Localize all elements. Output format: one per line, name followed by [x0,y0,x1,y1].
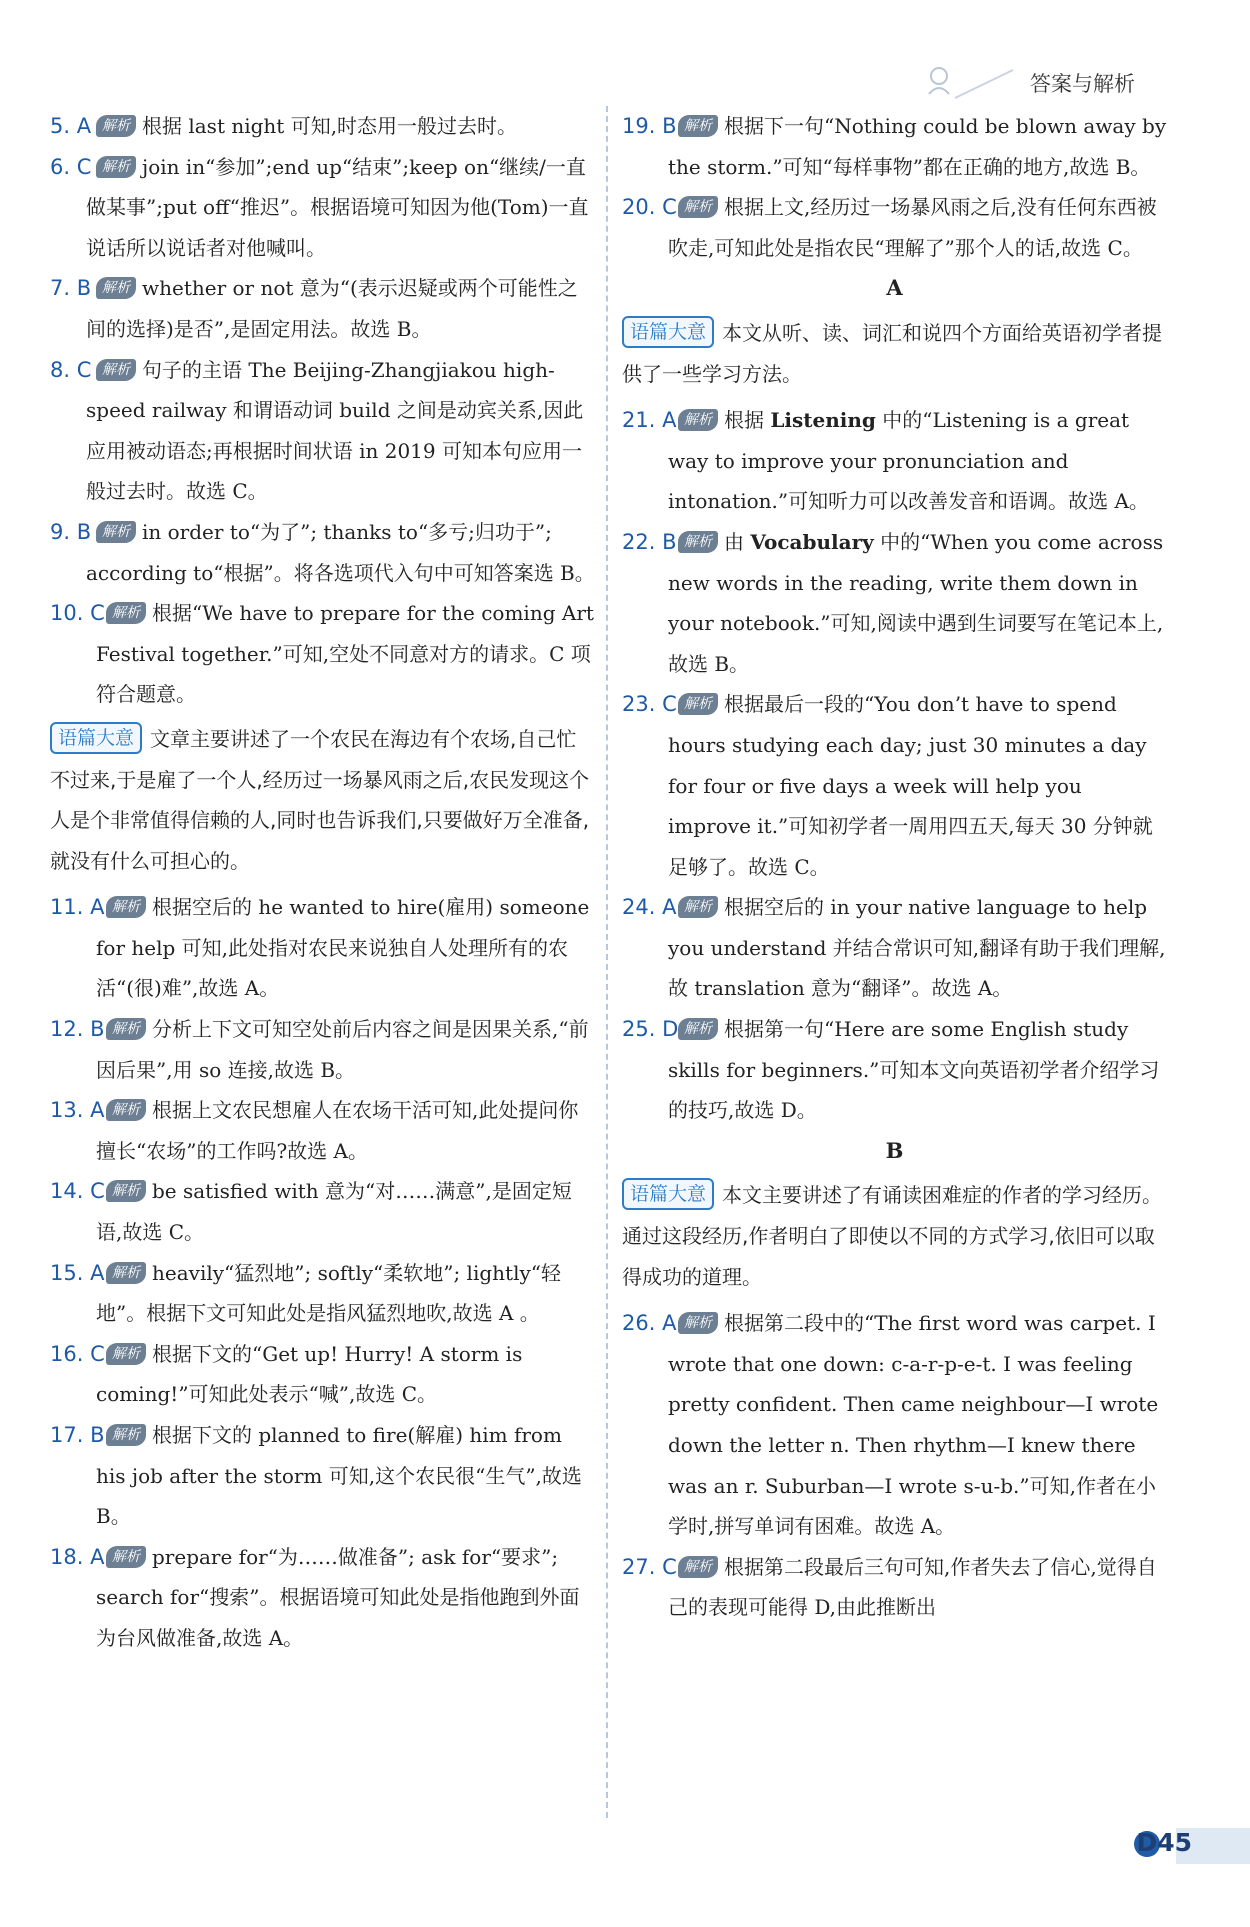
explanation-text: 根据下一句“Nothing could be blown away by the storm.”可知“每样事物”都在正确的地方,故选 B。 [668,114,1167,179]
question-number: 20. C [622,195,677,220]
analysis-badge: 解析 [106,1180,146,1202]
summary-text: 文章主要讲述了一个农民在海边有个农场,自己忙不过来,于是雇了一个人,经历过一场暴风雨之后,农民发现这个人是个非常值得信赖的人,同时也告诉我们,只要做好万全准备,就没有什么可担心的。 [50,726,590,873]
explanation-text: 根据空后的 he wanted to hire(雇用) someone for help 可知,此处指对农民来说独自人处理所有的农活“(很)难”,故选 A。 [96,895,590,1001]
explanation-text: whether or not 意为“(表示迟疑或两个可能性之间的选择)是否”,是固定用法。故选 B。 [86,276,578,341]
analysis-badge: 解析 [96,521,136,543]
explanation-text: join in“参加”;end up“结束”;keep on“继续/一直做某事”;put off“推迟”。根据语境可知因为他(Tom)一直说话所以说话者对他喊叫。 [86,154,589,260]
analysis-badge: 解析 [96,156,136,178]
summary-label: 语篇大意 [50,722,142,754]
question-item [622,106,1167,187]
question-number: 21. A [622,408,677,433]
right-questions-1 [622,106,1167,268]
analysis-badge: 解析 [106,1546,146,1568]
question-number: 11. A [50,895,105,920]
question-item [50,1415,595,1537]
summary-text: 本文从听、读、词汇和说四个方面给英语初学者提供了一些学习方法。 [622,320,1163,386]
summary-label: 语篇大意 [622,1178,714,1210]
question-number: 19. B [622,114,677,138]
right-column [622,106,1167,1628]
summary-text: 本文主要讲述了有诵读困难症的作者的学习经历。通过这段经历,作者明白了即使以不同的方式学习,依旧可以取得成功的道理。 [622,1183,1163,1289]
question-number: 12. B [50,1017,105,1042]
question-item [50,512,595,593]
section-a-questions [622,400,1167,1131]
question-number: 22. B [622,529,677,554]
explanation-keyword: Listening [770,408,876,433]
question-item [50,350,595,512]
analysis-badge: 解析 [106,1424,146,1446]
question-number: 15. A [50,1260,105,1285]
question-item [50,1171,595,1252]
analysis-badge: 解析 [106,602,146,624]
analysis-badge: 解析 [678,531,718,553]
question-number: 9. B [50,519,92,544]
question-item [50,1334,595,1415]
question-item [50,1253,595,1334]
analysis-badge: 解析 [678,1312,718,1334]
explanation-text: 根据 last night 可知,时态用一般过去时。 [142,114,518,138]
question-item [622,684,1167,887]
analysis-badge: 解析 [678,1018,718,1040]
explanation-text: 根据下文的 planned to fire(解雇) him from his job after the storm 可知,这个农民很“生气”,故选 B。 [96,1423,582,1529]
question-item [50,106,595,147]
question-item [622,887,1167,1009]
question-item [622,1547,1167,1628]
explanation-text: 分析上下文可知空处前后内容之间是因果关系,“前因后果”,用 so 连接,故选 B。 [96,1017,589,1082]
left-column [50,106,595,1659]
explanation-keyword: Vocabulary [750,529,874,554]
passage-summary-b [622,1175,1167,1297]
question-number: 13. A [50,1098,105,1123]
question-item [50,268,595,349]
analysis-badge: 解析 [96,115,136,137]
question-item [50,147,595,269]
question-number: 17. B [50,1423,105,1447]
analysis-badge: 解析 [678,115,718,137]
analysis-badge: 解析 [96,277,136,299]
question-item [622,1303,1167,1547]
question-number: 26. A [622,1311,677,1336]
analysis-badge: 解析 [106,1099,146,1121]
header-decoration-icon [925,64,1015,104]
section-b-questions [622,1303,1167,1628]
question-number: 23. C [622,692,677,717]
explanation-prefix: 由 [724,529,751,554]
left-questions-2 [50,887,595,1658]
question-item [622,187,1167,268]
question-item [50,1537,595,1659]
question-number: 25. D [622,1017,679,1042]
analysis-badge: 解析 [106,1262,146,1284]
question-number: 14. C [50,1179,105,1204]
header-title: 答案与解析 [1030,72,1135,96]
explanation-text: 根据第二段最后三句可知,作者失去了信心,觉得自己的表现可能得 D,由此推断出 [668,1554,1157,1620]
explanation-text: prepare for“为……做准备”; ask for“要求”; search for“搜索”。根据语境可知此处是指他跑到外面为台风做准备,故选 A。 [96,1544,580,1650]
summary-label: 语篇大意 [622,316,714,348]
explanation-text: 根据上文农民想雇人在农场干活可知,此处提问你擅长“农场”的工作吗?故选 A。 [96,1098,579,1163]
explanation-text: 根据下文的“Get up! Hurry! A storm is coming!”可知此处表示“喊”,故选 C。 [96,1341,523,1407]
explanation-text: in order to“为了”; thanks to“多亏;归功于”; according to“根据”。将各选项代入句中可知答案选 B。 [86,519,595,585]
section-b-heading: B [885,1137,904,1163]
explanation-text: 根据第一句“Here are some English study skills for beginners.”可知本文向英语初学者介绍学习的技巧,故选 D。 [668,1017,1160,1123]
explanation-prefix: 根据 [724,408,771,433]
passage-summary-1 [50,719,595,881]
question-number: 5. A [50,114,92,138]
explanation-text: 根据“We have to prepare for the coming Art Festival together.”可知,空处不同意对方的请求。C 项符合题意。 [96,601,594,707]
explanation-text: 中的“Listening is a great way to improve your pronunciation and intonation.”可知听力可以改善发音和语调。故选 A。 [668,408,1149,514]
analysis-badge: 解析 [678,196,718,218]
analysis-badge: 解析 [678,896,718,918]
question-number: 8. C [50,357,92,382]
question-number: 7. B [50,276,92,301]
question-item [50,1009,595,1090]
explanation-text: 根据空后的 in your native language to help you understand 并结合常识可知,翻译有助于我们理解,故 translation 意为“翻译”。故选 A。 [668,895,1166,1001]
explanation-text: 根据最后一段的“You don’t have to spend hours studying each day; just 30 minutes a day for four or five days a week will help you improve it.”可知初学者一周用四五天,每天 30 分钟就足够了。故选 C。 [668,692,1153,879]
explanation-text: 根据上文,经历过一场暴风雨之后,没有任何东西被吹走,可知此处是指农民“理解了”那个人的话,故选 C。 [668,195,1157,260]
explanation-text: 中的“When you come across new words in the reading, write them down in your notebook.”可知,阅读中遇到生词要写在笔记本上,故选 B。 [668,529,1164,676]
section-a-heading: A [886,275,903,301]
question-item [622,1009,1167,1131]
question-item [50,887,595,1009]
question-item [622,522,1167,684]
analysis-badge: 解析 [678,409,718,431]
left-questions-1 [50,106,595,715]
analysis-badge: 解析 [106,1343,146,1365]
question-item [50,1090,595,1171]
question-number: 10. C [50,601,105,626]
passage-summary-a [622,313,1167,394]
analysis-badge: 解析 [106,896,146,918]
analysis-badge: 解析 [106,1018,146,1040]
explanation-text: be satisfied with 意为“对……满意”,是固定短语,故选 C。 [96,1179,572,1245]
question-number: 18. A [50,1544,105,1569]
explanation-text: 根据第二段中的“The first word was carpet. I wrote that one down: c-a-r-p-e-t. I was feeling pretty confident. Then came neighbour—I wrote down the letter n. Then rhythm—I knew there was an r. Suburban—I wrote s-u-b.”可知,作者在小学时,拼写单词有困难。故选 A。 [668,1311,1159,1539]
question-number: 27. C [622,1554,677,1579]
explanation-text: heavily“猛烈地”; softly“柔软地”; lightly“轻地”。根据下文可知此处是指风猛烈地吹,故选 A 。 [96,1260,561,1326]
analysis-badge: 解析 [678,1556,718,1578]
column-divider [606,106,608,1818]
question-item [50,593,595,715]
analysis-badge: 解析 [96,359,136,381]
page-number: D45 [1136,1828,1192,1857]
question-number: 6. C [50,154,92,179]
explanation-text: 句子的主语 The Beijing-Zhangjiakou high-speed railway 和谓语动词 build 之间是动宾关系,因此应用被动语态;再根据时间状语 in 2019 可知本句应用一般过去时。故选 C。 [86,357,584,504]
question-item [622,400,1167,522]
question-number: 16. C [50,1341,105,1366]
analysis-badge: 解析 [678,693,718,715]
question-number: 24. A [622,895,677,920]
